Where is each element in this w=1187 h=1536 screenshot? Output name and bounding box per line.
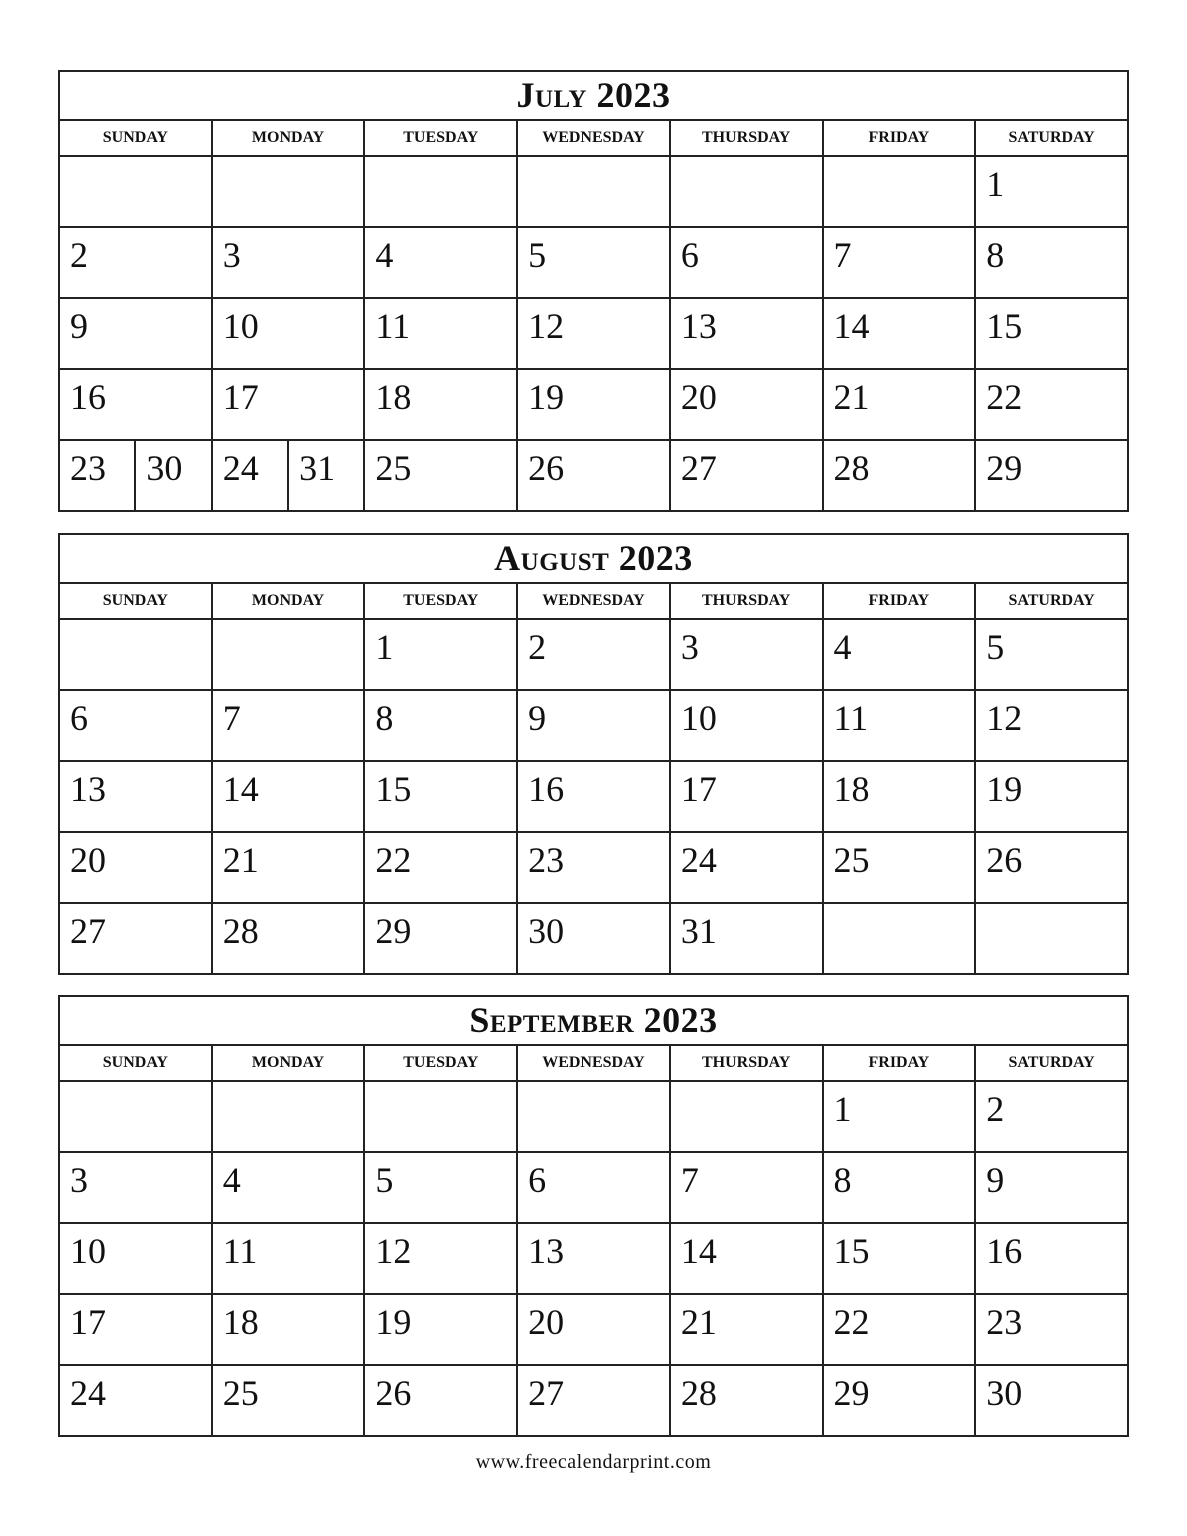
weekday-header: FRIDAY (823, 583, 976, 619)
day-number: 28 (222, 911, 259, 951)
day-number: 28 (833, 448, 870, 488)
day-number: 4 (833, 627, 852, 667)
day-number: 8 (986, 235, 1005, 275)
day-cell (823, 619, 976, 690)
day-number: 17 (680, 769, 717, 809)
day-number: 9 (986, 1160, 1005, 1200)
day-cell (975, 1081, 1128, 1152)
day-cell (823, 440, 976, 511)
day-number: 10 (70, 1231, 106, 1271)
day-number: 23 (986, 1302, 1023, 1342)
day-number: 6 (70, 698, 88, 738)
week-row (59, 761, 1128, 832)
day-number: 21 (680, 1302, 717, 1342)
weekday-header: SATURDAY (975, 1045, 1128, 1081)
day-number: 23 (70, 448, 106, 488)
day-cell (670, 1294, 823, 1365)
day-cell (823, 298, 976, 369)
day-number: 6 (528, 1160, 547, 1200)
weekday-header: TUESDAY (364, 583, 517, 619)
day-number: 8 (375, 698, 394, 738)
day-cell (364, 832, 517, 903)
day-number: 18 (222, 1302, 259, 1342)
weekday-header: WEDNESDAY (517, 583, 670, 619)
weekday-header: WEDNESDAY (517, 120, 670, 156)
day-number: 4 (375, 235, 394, 275)
day-cell (364, 1294, 517, 1365)
day-cell (59, 298, 212, 369)
day-cell (59, 369, 212, 440)
weekday-header: SATURDAY (975, 583, 1128, 619)
day-number: 12 (986, 698, 1023, 738)
day-cell (670, 761, 823, 832)
day-cell (212, 832, 365, 903)
day-cell (212, 1294, 365, 1365)
day-cell (212, 1081, 365, 1152)
day-cell (823, 1294, 976, 1365)
month-calendar (58, 995, 1129, 1437)
day-number: 29 (986, 448, 1023, 488)
day-cell (670, 1152, 823, 1223)
day-cell (212, 1365, 365, 1436)
day-cell (517, 690, 670, 761)
weekday-header: TUESDAY (364, 1045, 517, 1081)
day-cell (975, 761, 1128, 832)
day-number: 7 (222, 698, 241, 738)
day-cell (212, 298, 365, 369)
day-number: 3 (680, 627, 699, 667)
day-cell (212, 1152, 365, 1223)
day-cell (823, 227, 976, 298)
week-row (59, 1081, 1128, 1152)
weekday-header: THURSDAY (670, 1045, 823, 1081)
day-number: 15 (986, 306, 1023, 346)
weekday-header: MONDAY (212, 120, 365, 156)
day-number: 21 (833, 377, 870, 417)
week-row (59, 1294, 1128, 1365)
day-number: 31 (299, 448, 336, 488)
day-cell (364, 440, 517, 511)
day-cell (517, 1081, 670, 1152)
week-row (59, 156, 1128, 227)
day-cell (670, 227, 823, 298)
day-cell (517, 619, 670, 690)
day-cell (59, 1152, 212, 1223)
day-number: 1 (833, 1089, 852, 1129)
day-cell (670, 156, 823, 227)
day-number: 19 (375, 1302, 412, 1342)
day-number: 12 (375, 1231, 412, 1271)
day-number: 22 (833, 1302, 870, 1342)
day-number: 1 (986, 164, 1005, 204)
day-number: 15 (375, 769, 412, 809)
footer-website: www.freecalendarprint.com (475, 1451, 712, 1473)
week-row (59, 1152, 1128, 1223)
weekday-header: SUNDAY (59, 1045, 212, 1081)
day-cell (212, 761, 365, 832)
day-cell (212, 227, 365, 298)
week-row (59, 369, 1128, 440)
day-cell (670, 298, 823, 369)
day-number: 10 (680, 698, 717, 738)
day-cell (59, 619, 212, 690)
day-number: 27 (680, 448, 717, 488)
day-cell (364, 761, 517, 832)
day-cell (59, 227, 212, 298)
day-half (289, 441, 363, 510)
day-number: 3 (70, 1160, 88, 1200)
day-cell (823, 690, 976, 761)
day-cell (823, 1081, 976, 1152)
day-number: 29 (375, 911, 412, 951)
day-number: 5 (986, 627, 1005, 667)
day-cell (823, 832, 976, 903)
day-number: 7 (833, 235, 852, 275)
weekday-header: SATURDAY (975, 120, 1128, 156)
day-cell (364, 369, 517, 440)
day-number: 30 (146, 448, 183, 488)
day-cell (975, 227, 1128, 298)
day-cell (975, 690, 1128, 761)
day-number: 24 (222, 448, 259, 488)
day-cell (670, 690, 823, 761)
day-cell (364, 298, 517, 369)
day-number: 24 (70, 1373, 106, 1413)
day-cell (212, 619, 365, 690)
day-cell (517, 761, 670, 832)
week-row (59, 619, 1128, 690)
day-number: 2 (70, 235, 88, 275)
day-number: 16 (986, 1231, 1023, 1271)
day-cell (364, 1152, 517, 1223)
day-cell (59, 903, 212, 974)
day-number: 29 (833, 1373, 870, 1413)
day-cell (212, 440, 365, 511)
day-cell (975, 440, 1128, 511)
day-cell (823, 903, 976, 974)
day-number: 7 (680, 1160, 699, 1200)
day-number: 8 (833, 1160, 852, 1200)
day-number: 2 (528, 627, 547, 667)
day-number: 14 (680, 1231, 717, 1271)
day-cell (975, 1294, 1128, 1365)
day-number: 20 (528, 1302, 565, 1342)
day-number: 19 (986, 769, 1023, 809)
month-calendar (58, 533, 1129, 975)
day-number: 14 (222, 769, 259, 809)
day-cell (517, 832, 670, 903)
day-number: 17 (222, 377, 259, 417)
day-number: 27 (70, 911, 106, 951)
day-number: 9 (70, 306, 88, 346)
week-row (59, 227, 1128, 298)
day-cell (364, 1081, 517, 1152)
weekday-header: FRIDAY (823, 120, 976, 156)
day-number: 16 (528, 769, 565, 809)
day-number: 31 (680, 911, 717, 951)
day-cell (59, 761, 212, 832)
day-number: 17 (70, 1302, 106, 1342)
day-cell (364, 903, 517, 974)
day-cell (975, 156, 1128, 227)
day-cell (364, 690, 517, 761)
day-cell (59, 1294, 212, 1365)
day-cell (823, 156, 976, 227)
week-row (59, 690, 1128, 761)
day-cell (517, 1294, 670, 1365)
day-number: 25 (375, 448, 412, 488)
day-number: 10 (222, 306, 259, 346)
day-cell (517, 227, 670, 298)
day-cell (670, 903, 823, 974)
day-cell (975, 1223, 1128, 1294)
day-number: 23 (528, 840, 565, 880)
day-cell (364, 1223, 517, 1294)
day-cell (517, 298, 670, 369)
weekday-header: SUNDAY (59, 120, 212, 156)
day-number: 24 (680, 840, 717, 880)
day-cell (517, 369, 670, 440)
day-number: 11 (222, 1231, 258, 1271)
day-number: 13 (680, 306, 717, 346)
day-cell (670, 832, 823, 903)
month-title: August 2023 (59, 534, 1128, 583)
day-cell (975, 619, 1128, 690)
weekday-header: THURSDAY (670, 120, 823, 156)
day-cell (517, 903, 670, 974)
day-cell (59, 690, 212, 761)
day-number: 5 (528, 235, 547, 275)
day-number: 19 (528, 377, 565, 417)
day-cell (212, 1223, 365, 1294)
day-cell (517, 1152, 670, 1223)
day-cell (975, 298, 1128, 369)
day-cell (823, 369, 976, 440)
day-number: 13 (70, 769, 106, 809)
day-number: 18 (375, 377, 412, 417)
day-cell (975, 1152, 1128, 1223)
day-cell (823, 761, 976, 832)
day-cell (59, 1223, 212, 1294)
day-cell (517, 1223, 670, 1294)
day-cell (975, 903, 1128, 974)
day-number: 2 (986, 1089, 1005, 1129)
split-day-cell (60, 441, 211, 510)
weekday-header: MONDAY (212, 583, 365, 619)
day-cell (670, 619, 823, 690)
day-number: 9 (528, 698, 547, 738)
day-cell (212, 903, 365, 974)
day-number: 26 (528, 448, 565, 488)
day-cell (517, 440, 670, 511)
day-number: 30 (528, 911, 565, 951)
split-day-cell (213, 441, 364, 510)
day-number: 26 (986, 840, 1023, 880)
day-cell (212, 369, 365, 440)
day-number: 20 (680, 377, 717, 417)
day-number: 26 (375, 1373, 412, 1413)
day-cell (59, 1081, 212, 1152)
day-cell (670, 369, 823, 440)
week-row (59, 903, 1128, 974)
day-cell (212, 156, 365, 227)
day-number: 22 (986, 377, 1023, 417)
week-row (59, 440, 1128, 511)
day-number: 11 (833, 698, 869, 738)
day-half (60, 441, 136, 510)
day-cell (59, 832, 212, 903)
month-title: July 2023 (59, 71, 1128, 120)
day-cell (59, 440, 212, 511)
day-cell (975, 832, 1128, 903)
day-cell (59, 1365, 212, 1436)
day-cell (670, 1223, 823, 1294)
day-cell (212, 690, 365, 761)
week-row (59, 298, 1128, 369)
day-number: 16 (70, 377, 106, 417)
day-cell (517, 156, 670, 227)
day-number: 27 (528, 1373, 565, 1413)
day-number: 28 (680, 1373, 717, 1413)
day-number: 14 (833, 306, 870, 346)
day-number: 13 (528, 1231, 565, 1271)
day-number: 22 (375, 840, 412, 880)
day-number: 25 (833, 840, 870, 880)
day-number: 5 (375, 1160, 394, 1200)
day-number: 1 (375, 627, 394, 667)
day-cell (823, 1223, 976, 1294)
day-cell (823, 1365, 976, 1436)
day-number: 25 (222, 1373, 259, 1413)
day-number: 15 (833, 1231, 870, 1271)
month-calendar (58, 70, 1129, 512)
day-number: 20 (70, 840, 106, 880)
weekday-header: TUESDAY (364, 120, 517, 156)
day-cell (670, 1081, 823, 1152)
day-number: 4 (222, 1160, 241, 1200)
day-cell (670, 440, 823, 511)
day-cell (517, 1365, 670, 1436)
day-number: 6 (680, 235, 699, 275)
weekday-header: FRIDAY (823, 1045, 976, 1081)
day-number: 21 (222, 840, 259, 880)
day-half (213, 441, 289, 510)
week-row (59, 832, 1128, 903)
day-cell (364, 619, 517, 690)
day-number: 11 (375, 306, 411, 346)
day-number: 3 (222, 235, 241, 275)
day-cell (59, 156, 212, 227)
week-row (59, 1223, 1128, 1294)
day-cell (975, 369, 1128, 440)
day-number: 18 (833, 769, 870, 809)
day-cell (364, 156, 517, 227)
weekday-header: WEDNESDAY (517, 1045, 670, 1081)
day-cell (823, 1152, 976, 1223)
day-cell (364, 1365, 517, 1436)
day-cell (975, 1365, 1128, 1436)
week-row (59, 1365, 1128, 1436)
weekday-header: MONDAY (212, 1045, 365, 1081)
weekday-header: SUNDAY (59, 583, 212, 619)
month-title: September 2023 (59, 996, 1128, 1045)
weekday-header: THURSDAY (670, 583, 823, 619)
day-number: 12 (528, 306, 565, 346)
day-cell (670, 1365, 823, 1436)
day-half (136, 441, 210, 510)
day-number: 30 (986, 1373, 1023, 1413)
day-cell (364, 227, 517, 298)
